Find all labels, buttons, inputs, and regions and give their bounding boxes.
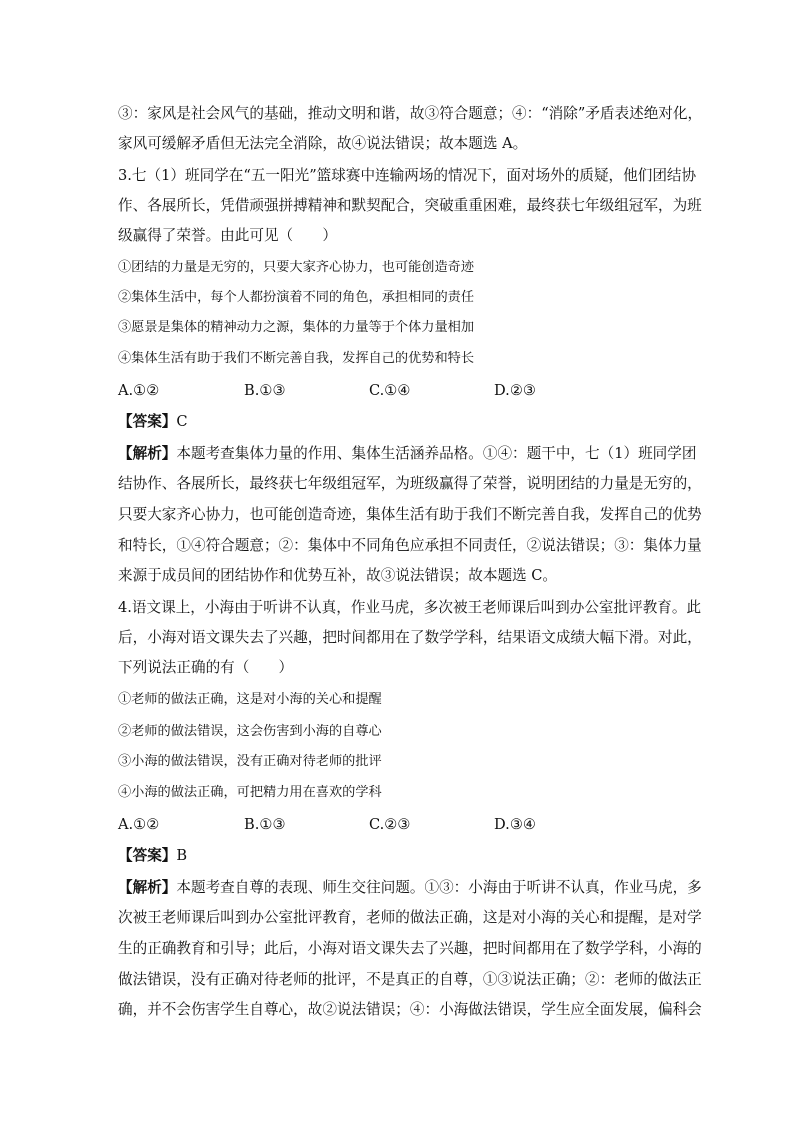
- question-3-stem: 级赢得了荣誉。由此可见（ ）: [118, 227, 337, 244]
- analysis-text: 本题考查自尊的表现、师生交往问题。①③：小海由于听讲不认真，作业马虎，多: [176, 879, 702, 896]
- analysis-line: 做法错误，没有正确对待老师的批评，不是真正的自尊，①③说法正确；②：老师的做法正: [118, 971, 702, 988]
- question-4-answer: [118, 846, 678, 866]
- question-3-statement: ①团结的力量是无穷的，只要大家齐心协力，也可能创造奇迹: [118, 260, 475, 275]
- analysis-line: 生的正确教育和引导；此后，小海对语文课失去了兴趣，把时间都用在了数学学科，小海的: [118, 940, 702, 957]
- analysis-line: 只要大家齐心协力，也可能创造奇迹，集体生活有助于我们不断完善自我，发挥自己的优势: [118, 506, 702, 523]
- question-4-statement: ④小海的做法正确，可把精力用在喜欢的学科: [118, 785, 382, 800]
- analysis-line: 来源于成员间的团结协作和优势互补，故③说法错误；故本题选 C。: [118, 567, 558, 584]
- answer-value: C: [176, 413, 188, 430]
- question-3-statement: ②集体生活中，每个人都扮演着不同的角色，承担相同的责任: [118, 290, 475, 305]
- question-3-stem: 3.七（1）班同学在“五一阳光”篮球赛中连输两场的情况下，面对场外的质疑，他们团结协: [118, 167, 697, 184]
- question-4-stem: 下列说法正确的有（ ）: [118, 659, 294, 676]
- question-4-statement: ③小海的做法错误，没有正确对待老师的批评: [118, 754, 382, 769]
- answer-label: 【答案】: [118, 847, 177, 864]
- analysis-label: 【解析】: [118, 445, 177, 462]
- question-4-analysis: [118, 878, 702, 898]
- question-4-option-c: C.②③: [369, 816, 411, 833]
- question-3-option-d: D.②③: [494, 382, 536, 399]
- paragraph-line: 家风可缓解矛盾但无法完全消除，故④说法错误；故本题选 A。: [118, 135, 528, 152]
- question-3-stem: 作、各展所长，凭借顽强拼搏精神和默契配合，突破重重困难，最终获七年级组冠军，为班: [118, 197, 702, 214]
- question-3-option-b: B.①③: [244, 382, 286, 399]
- question-4-option-d: D.③④: [494, 816, 536, 833]
- question-3-option-a: A.①②: [118, 382, 160, 399]
- analysis-line: 次被王老师课后叫到办公室批评教育，老师的做法正确，这是对小海的关心和提醒，是对学: [118, 909, 702, 926]
- question-4-statement: ②老师的做法错误，这会伤害到小海的自尊心: [118, 724, 382, 739]
- analysis-text: 本题考查集体力量的作用、集体生活涵养品格。①④：题干中，七（1）班同学团: [176, 445, 697, 462]
- question-4-statement: ①老师的做法正确，这是对小海的关心和提醒: [118, 692, 382, 707]
- question-3-answer: [118, 412, 678, 432]
- question-4-option-a: A.①②: [118, 816, 160, 833]
- analysis-line: 确，并不会伤害学生自尊心，故②说法错误；④：小海做法错误，学生应全面发展，偏科会: [118, 1001, 702, 1018]
- question-3-option-c: C.①④: [369, 382, 411, 399]
- question-3-statement: ④集体生活有助于我们不断完善自我，发挥自己的优势和特长: [118, 351, 475, 366]
- question-3-analysis: [118, 444, 697, 464]
- question-3-statement: ③愿景是集体的精神动力之源，集体的力量等于个体力量相加: [118, 320, 475, 335]
- analysis-label: 【解析】: [118, 879, 177, 896]
- question-4-stem: 后，小海对语文课失去了兴趣，把时间都用在了数学学科，结果语文成绩大幅下滑。对此，: [118, 629, 702, 646]
- question-4-option-b: B.①③: [244, 816, 286, 833]
- paragraph-line: ③：家风是社会风气的基础，推动文明和谐，故③符合题意；④：“消除”矛盾表述绝对化，: [118, 105, 703, 122]
- analysis-line: 和特长，①④符合题意；②：集体中不同角色应承担不同责任，②说法错误；③：集体力量: [118, 537, 702, 554]
- answer-value: B: [176, 847, 188, 864]
- answer-label: 【答案】: [118, 413, 177, 430]
- analysis-line: 结协作、各展所长，最终获七年级组冠军，为班级赢得了荣誉，说明团结的力量是无穷的，: [118, 475, 702, 492]
- question-4-stem: 4.语文课上，小海由于听讲不认真，作业马虎，多次被王老师课后叫到办公室批评教育。此: [118, 599, 702, 616]
